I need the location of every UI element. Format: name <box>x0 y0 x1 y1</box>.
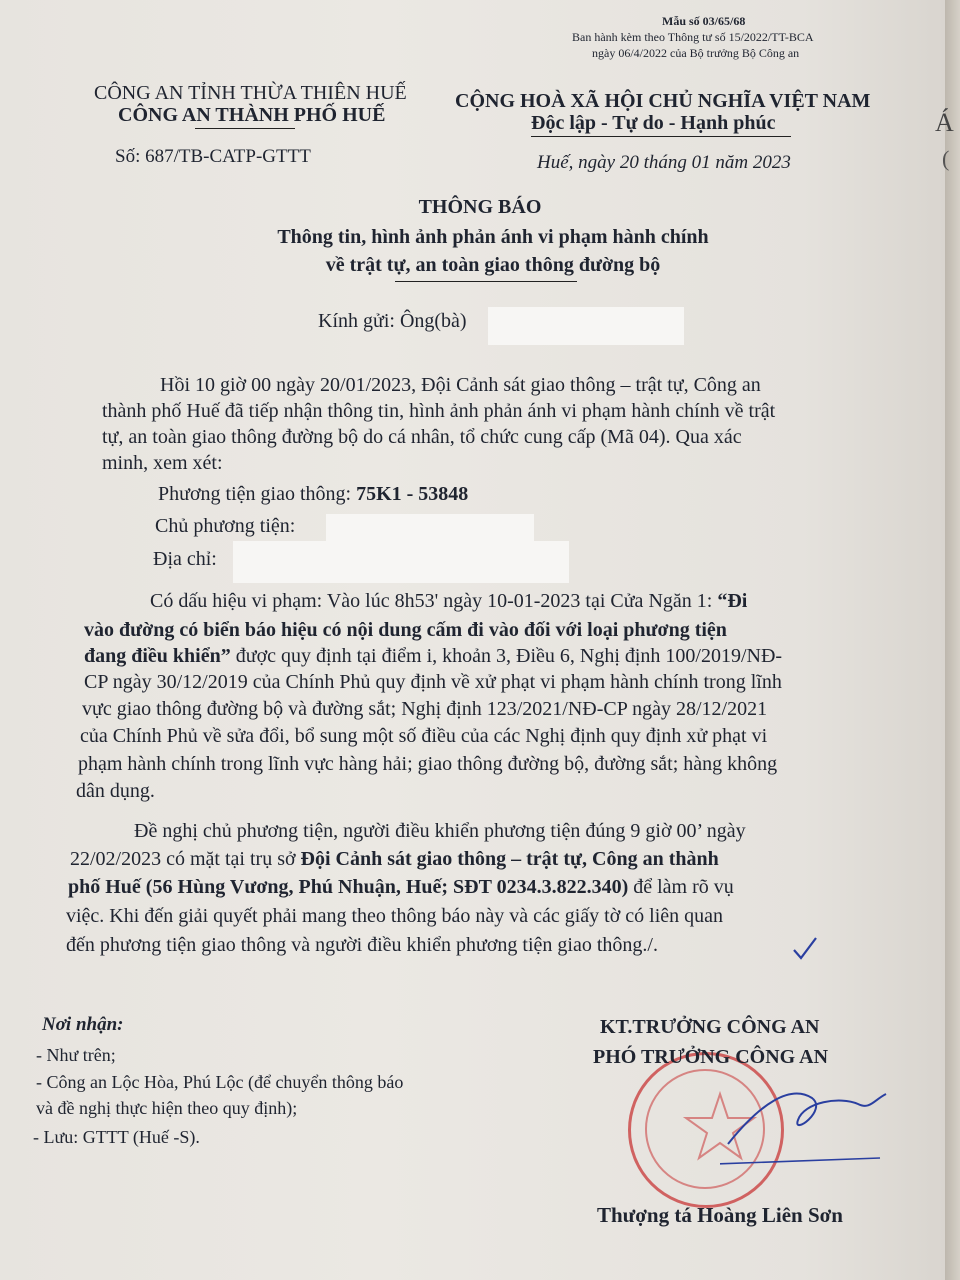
body-line: vực giao thông đường bộ và đường sắt; Nghị định 123/2021/NĐ-CP ngày 28/12/2021 <box>82 698 768 720</box>
vehicle-label: Phương tiện giao thông: <box>158 483 357 505</box>
org-underline <box>195 128 295 129</box>
greeting: Kính gửi: Ông(bà) <box>318 310 467 332</box>
org-name: CÔNG AN THÀNH PHỐ HUẾ <box>118 104 386 126</box>
body-text: được quy định tại điểm i, khoản 3, Điều 6, Nghị định 100/2019/NĐ- <box>230 645 783 667</box>
form-number: Mẫu số 03/65/68 <box>662 14 746 28</box>
recipient-item: - Công an Lộc Hòa, Phú Lộc (để chuyển thông báo <box>36 1072 404 1092</box>
checkmark-icon <box>790 934 820 964</box>
body-line: thành phố Huế đã tiếp nhận thông tin, hình ảnh phản ánh vi phạm hành chính về trật <box>102 400 776 422</box>
redacted-address <box>233 541 569 583</box>
nation-title: CỘNG HOÀ XÃ HỘI CHỦ NGHĨA VIỆT NAM <box>455 90 871 112</box>
signature-title: PHÓ TRƯỞNG CÔNG AN <box>593 1046 829 1068</box>
vehicle-plate: 75K1 - 53848 <box>356 483 469 505</box>
body-line <box>84 645 782 668</box>
recipient-item: - Lưu: GTTT (Huế -S). <box>33 1127 200 1147</box>
handwritten-signature <box>720 1074 890 1174</box>
redacted-name <box>488 307 684 345</box>
body-line: dân dụng. <box>76 780 155 802</box>
office-name: Đội Cảnh sát giao thông – trật tự, Công an thành <box>300 848 719 870</box>
signer-name: Thượng tá Hoàng Liên Sơn <box>597 1203 843 1227</box>
body-text: 22/02/2023 có mặt tại trụ sở <box>70 848 301 870</box>
body-line: CP ngày 30/12/2019 của Chính Phủ quy định về xử phạt vi phạm hành chính trong lĩnh <box>84 671 782 693</box>
body-text: để làm rõ vụ <box>628 876 734 898</box>
document-number: Số: 687/TB-CATP-GTTT <box>115 146 311 167</box>
document-date: Huế, ngày 20 tháng 01 năm 2023 <box>537 152 791 173</box>
violation-quote: đang điều khiển” <box>84 645 231 667</box>
body-line: đến phương tiện giao thông và người điều khiển phương tiện giao thông./. <box>66 934 658 956</box>
org-parent: CÔNG AN TỈNH THỪA THIÊN HUẾ <box>94 82 407 104</box>
form-issuance-line: Ban hành kèm theo Thông tư số 15/2022/TT-BCA <box>572 30 814 44</box>
body-line: việc. Khi đến giải quyết phải mang theo thông báo này và các giấy tờ có liên quan <box>66 905 724 927</box>
violation-quote: “Đi <box>717 590 748 612</box>
body-line: tự, an toàn giao thông đường bộ do cá nhân, tổ chức cung cấp (Mã 04). Qua xác <box>102 426 742 448</box>
vehicle-line <box>158 483 468 506</box>
owner-label: Chủ phương tiện: <box>155 515 296 537</box>
body-line: của Chính Phủ về sửa đổi, bổ sung một số điều của các Nghị định quy định xử phạt vi <box>80 725 768 747</box>
body-line: Đề nghị chủ phương tiện, người điều khiển phương tiện đúng 9 giờ 00’ ngày <box>134 820 746 842</box>
body-line <box>70 848 719 871</box>
recipient-item: - Như trên; <box>36 1045 116 1065</box>
document-subtitle: về trật tự, an toàn giao thông đường bộ <box>325 254 661 276</box>
recipients-heading: Nơi nhận: <box>42 1014 124 1035</box>
motto-underline <box>531 136 791 137</box>
body-line <box>150 590 747 613</box>
body-line: minh, xem xét: <box>102 452 223 474</box>
body-line: phạm hành chính trong lĩnh vực hàng hải; giao thông đường bộ, đường sắt; hàng không <box>78 753 778 775</box>
document-title: THÔNG BÁO <box>418 196 542 218</box>
background-edge <box>945 0 960 1280</box>
national-motto: Độc lập - Tự do - Hạnh phúc <box>531 112 776 134</box>
signature-title: KT.TRƯỞNG CÔNG AN <box>600 1016 820 1038</box>
form-issuance-line: ngày 06/4/2022 của Bộ trưởng Bộ Công an <box>592 46 800 60</box>
violation-quote: vào đường có biển báo hiệu có nội dung cấm đi vào đối với loại phương tiện <box>84 619 727 641</box>
document-subtitle: Thông tin, hình ảnh phản ánh vi phạm hành chính <box>277 226 709 248</box>
background-glyph: Á <box>935 108 954 137</box>
background-glyph: ( <box>942 146 950 171</box>
body-line <box>68 876 734 899</box>
body-text: Có dấu hiệu vi phạm: Vào lúc 8h53' ngày 10-01-2023 tại Cửa Ngăn 1: <box>150 590 718 612</box>
address-label: Địa chỉ: <box>153 548 217 570</box>
body-line: Hồi 10 giờ 00 ngày 20/01/2023, Đội Cảnh sát giao thông – trật tự, Công an <box>160 374 761 396</box>
office-address: phố Huế (56 Hùng Vương, Phú Nhuận, Huế; SĐT 0234.3.822.340) <box>68 876 629 898</box>
recipient-item: và đề nghị thực hiện theo quy định); <box>36 1098 298 1118</box>
subtitle-underline <box>395 281 577 282</box>
